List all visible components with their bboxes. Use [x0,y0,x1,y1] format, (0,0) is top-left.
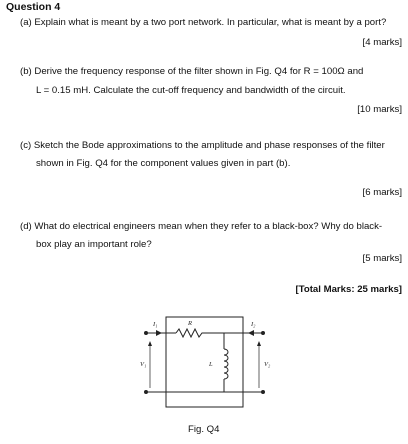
label-v2: V₂ [264,361,271,368]
terminal-right-top [261,331,265,335]
total-marks: [Total Marks: 25 marks] [295,284,402,295]
part-c-line-1: (c) Sketch the Bode approximations to the amplitude and phase responses of the filter [20,140,385,151]
terminal-left-bottom [144,390,148,394]
part-a-marks: [4 marks] [362,37,402,48]
current-arrow-i1 [156,330,162,336]
figure-caption: Fig. Q4 [188,424,220,435]
part-c-line-2: shown in Fig. Q4 for the component values given in part (b). [36,158,291,169]
two-port-box [166,317,243,407]
label-v1: V₁ [140,361,147,368]
resistor-symbol [176,329,204,337]
current-arrow-i2 [248,330,254,336]
part-c-marks: [6 marks] [362,187,402,198]
label-i1: I₁ [153,321,158,328]
label-r: R [188,320,192,327]
inductor-coil [224,349,228,379]
part-b-line-1: (b) Derive the frequency response of the filter shown in Fig. Q4 for R = 100Ω and [20,66,364,77]
question-title: Question 4 [6,1,61,13]
label-i2: I₂ [251,321,256,328]
part-d-line-1: (d) What do electrical engineers mean when they refer to a black-box? Why do black- [20,221,383,232]
part-b-marks: [10 marks] [357,104,402,115]
part-d-marks: [5 marks] [362,253,402,264]
label-l: L [209,361,213,368]
part-a-line-1: (a) Explain what is meant by a two port network. In particular, what is meant by a port? [20,17,387,28]
part-d-line-2: box play an important role? [36,239,152,250]
terminal-left-top [144,331,148,335]
terminal-right-bottom [261,390,265,394]
part-b-line-2: L = 0.15 mH. Calculate the cut-off frequency and bandwidth of the circuit. [36,85,346,96]
